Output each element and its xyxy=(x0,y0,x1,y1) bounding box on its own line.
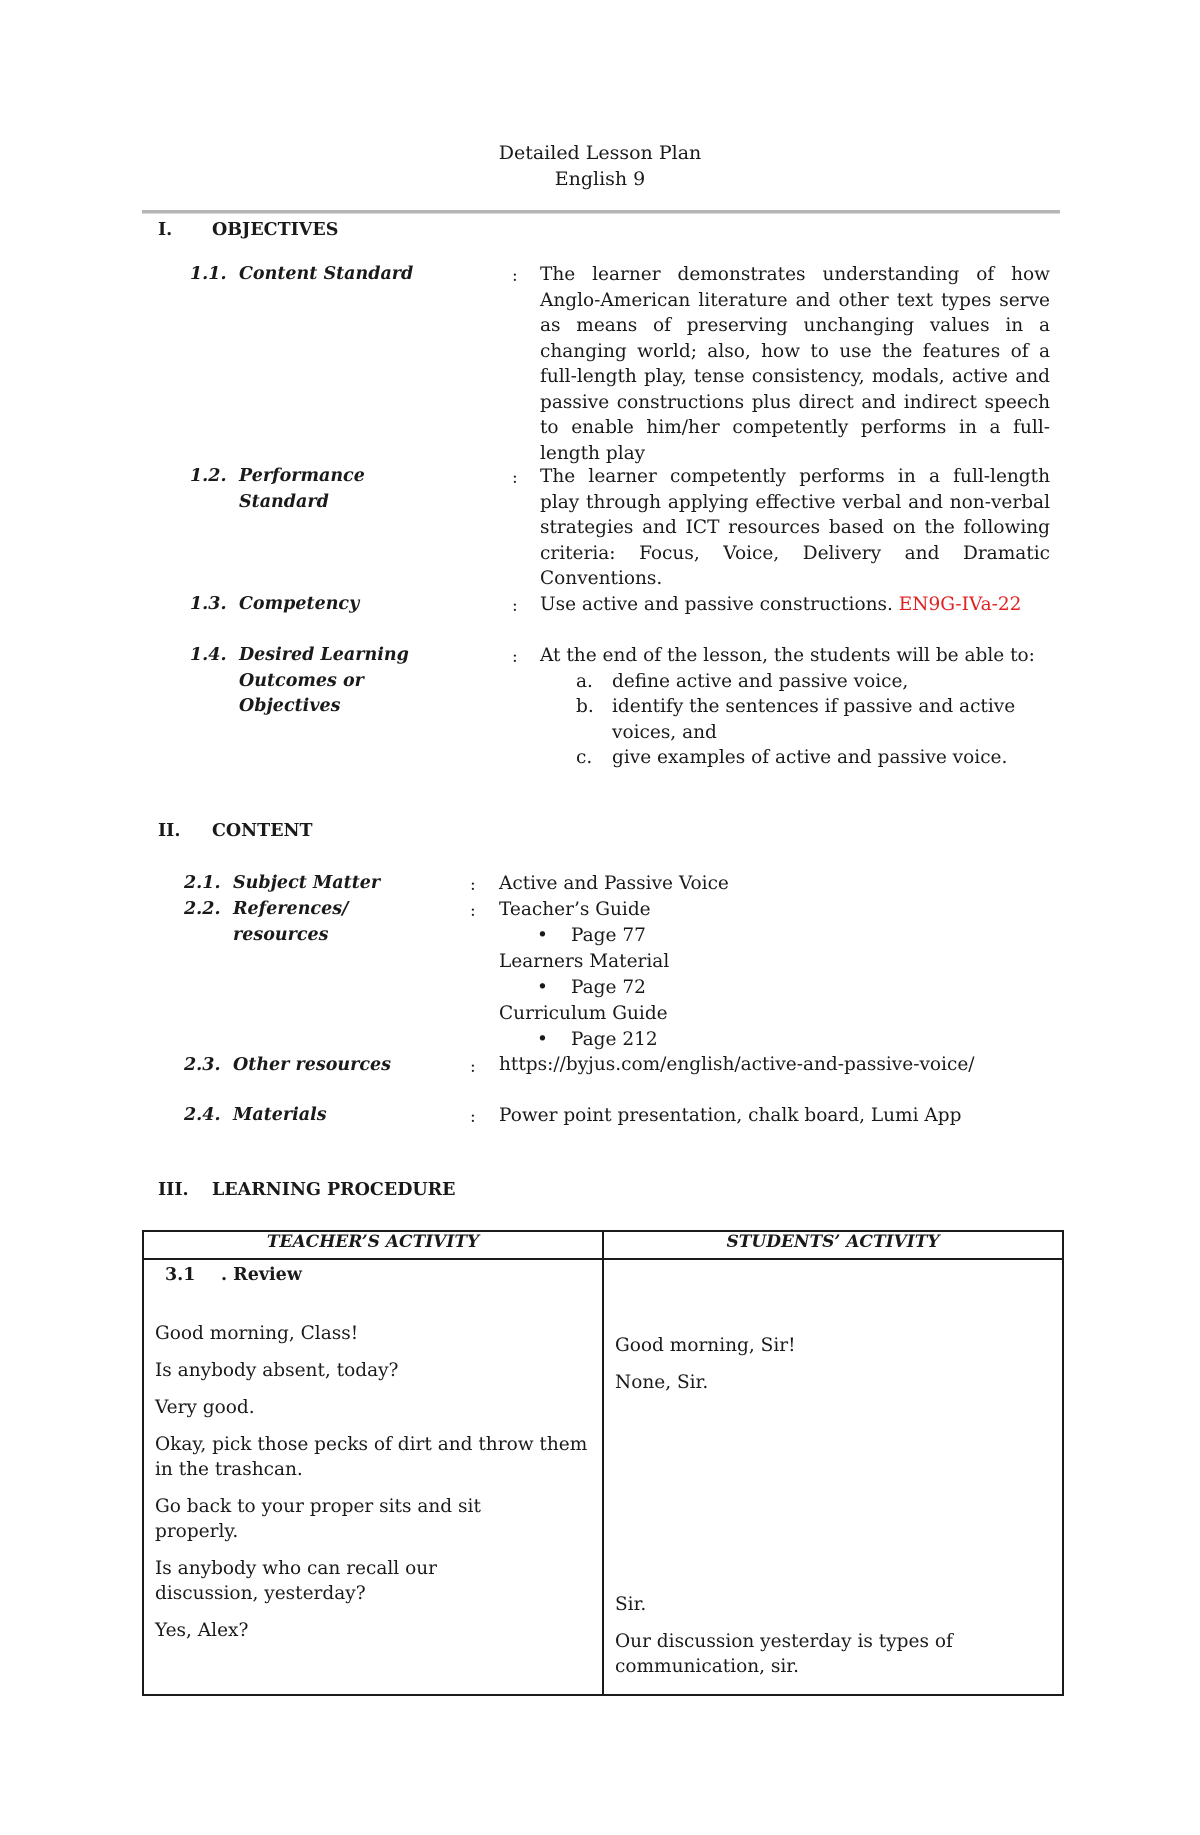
label-materials: 2.4. Materials xyxy=(184,1105,327,1125)
colon: : xyxy=(512,468,518,488)
curriculum-guide-page: • Page 212 xyxy=(499,1027,1019,1053)
label-performance-standard: 1.2. Performance Standard xyxy=(190,466,365,512)
section-content-heading: II. CONTENT xyxy=(158,821,313,841)
curriculum-guide: Curriculum Guide xyxy=(499,1003,668,1024)
teacher-line: Yes, Alex? xyxy=(155,1620,249,1641)
label-learning-outcomes: 1.4. Desired Learning Outcomes or Objectives xyxy=(190,645,409,716)
learning-outcomes-list xyxy=(540,669,1040,771)
teacher-line: Very good. xyxy=(155,1397,255,1418)
label-other-resources: 2.3. Other resources xyxy=(184,1055,391,1075)
document-title: Detailed Lesson Plan xyxy=(498,142,702,164)
learners-material-page: • Page 72 xyxy=(499,975,1019,1001)
activity-table xyxy=(142,1230,1064,1696)
materials-value: Power point presentation, chalk board, Lumi App xyxy=(499,1105,962,1126)
teachers-guide-page: • Page 77 xyxy=(499,923,1019,949)
review-heading: 3.1 . Review xyxy=(165,1265,302,1285)
teacher-activity-header: TEACHER’S ACTIVITY xyxy=(143,1231,603,1259)
performance-standard-text: The learner competently performs in a full-length play through applying effective verbal and non-verbal strategies and ICT resources based on the following criteria: Focus, Voice, Delivery and Dramatic Conventions. xyxy=(540,466,1050,589)
learners-material: Learners Material xyxy=(499,951,670,972)
other-resources-link[interactable]: https://byjus.com/english/active-and-passive-voice/ xyxy=(499,1054,975,1075)
competency-text: Use active and passive constructions. EN9G-IVa-22 xyxy=(540,594,1022,615)
section-procedure-heading: III. LEARNING PROCEDURE xyxy=(158,1180,456,1200)
learning-outcomes-intro: At the end of the lesson, the students will be able to: xyxy=(540,645,1035,666)
label-competency: 1.3. Competency xyxy=(190,594,360,614)
label-references: 2.2. References/ resources xyxy=(184,899,349,945)
colon: : xyxy=(512,647,518,667)
student-line: Good morning, Sir! xyxy=(615,1335,796,1356)
colon: : xyxy=(470,1057,476,1077)
subject-matter-value: Active and Passive Voice xyxy=(499,873,729,894)
list-item: b. identify the sentences if passive and active voices, and xyxy=(576,696,1016,743)
colon: : xyxy=(470,1107,476,1127)
list-item: c. give examples of active and passive voice. xyxy=(576,747,1008,768)
student-line: Sir. xyxy=(615,1594,647,1615)
label-subject-matter: 2.1. Subject Matter xyxy=(184,873,381,893)
teacher-line: Is anybody absent, today? xyxy=(155,1360,399,1381)
header-divider xyxy=(142,210,1060,213)
references-block xyxy=(499,897,1019,1053)
teachers-guide: Teacher’s Guide xyxy=(499,899,651,920)
teacher-line: Okay, pick those pecks of dirt and throw them in the trashcan. xyxy=(155,1434,588,1480)
students-activity-header: STUDENTS’ ACTIVITY xyxy=(603,1231,1063,1259)
teacher-line: Is anybody who can recall our discussion, yesterday? xyxy=(155,1558,437,1604)
colon: : xyxy=(512,266,518,286)
document-subject: English 9 xyxy=(554,168,646,190)
teacher-line: Go back to your proper sits and sit properly. xyxy=(155,1496,481,1542)
list-item: a. define active and passive voice, xyxy=(576,670,909,692)
students-activity-cell xyxy=(603,1259,1063,1695)
colon: : xyxy=(470,901,476,921)
student-line: None, Sir. xyxy=(615,1372,709,1393)
colon: : xyxy=(512,596,518,616)
content-standard-text: The learner demonstrates understanding of how Anglo-American literature and other text types serve as means of preserving unchanging values in a changing world; also, how to use the features of a full-length play, tense consistency, modals, active and passive constructions plus direct and indirect speech to enable him/her competently performs in a full-length play xyxy=(540,264,1050,464)
teacher-activity-cell xyxy=(143,1259,603,1695)
learning-outcomes-block xyxy=(540,643,1040,771)
label-content-standard: 1.1. Content Standard xyxy=(190,264,414,284)
teacher-line: Good morning, Class! xyxy=(155,1323,359,1344)
student-line: Our discussion yesterday is types of communication, sir. xyxy=(615,1631,953,1677)
section-objectives-heading: I. OBJECTIVES xyxy=(158,220,339,240)
competency-code: EN9G-IVa-22 xyxy=(898,594,1022,615)
colon: : xyxy=(470,875,476,895)
